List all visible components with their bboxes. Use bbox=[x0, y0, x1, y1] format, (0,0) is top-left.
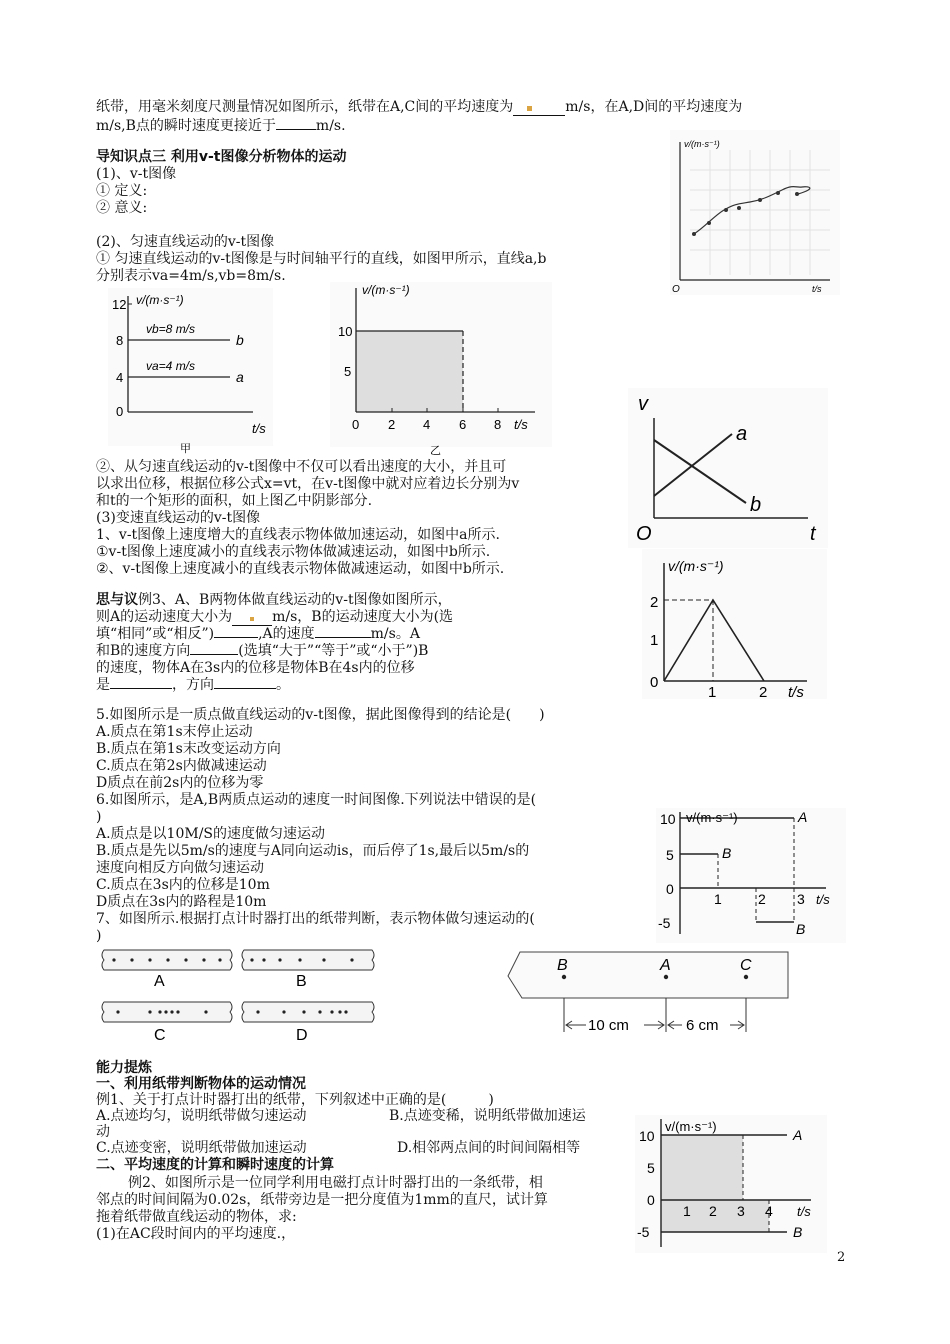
example-1-option-b: B.点迹变稀，说明纸带做加速运 bbox=[389, 1108, 586, 1124]
example-3-line-4: 和B的速度方向 (选填“大于”“等于”或“小于”)B bbox=[96, 643, 429, 659]
example-3-line-5: 的速度，物体A在3s内的位移是物体B在4s内的位移 bbox=[96, 660, 415, 676]
example-2-line-2: 邻点的时间间隔为0.02s，纸带旁边是一把分度值为1mm的直尺，试计算 bbox=[96, 1192, 548, 1208]
page-number: 2 bbox=[837, 1250, 846, 1265]
x-tick-4: 4 bbox=[423, 417, 431, 432]
distance-AC: 6 cm bbox=[686, 1017, 719, 1034]
question-6-option-a: A.质点是以10M/S的速度做匀速运动 bbox=[96, 826, 326, 842]
question-7-stem: 7、如图所示.根据打点计时器打出的纸带判断，表示物体做匀速运动的( bbox=[96, 911, 535, 927]
question-6-option-b: B.质点是先以5m/s的速度与A同向运动is，而后停了1s,最后以5m/s的 bbox=[96, 843, 530, 859]
para: ②、v-t图像上速度减小的直线表示物体做减速运动，如图中b所示. bbox=[96, 561, 505, 577]
example-2-line-1: 例2、如图所示是一位同学利用电磁打点计时器打出的一条纸带，相 bbox=[128, 1175, 543, 1191]
y-tick-minus-5: -5 bbox=[658, 915, 671, 931]
y-tick-0: 0 bbox=[116, 404, 124, 419]
curve-graph-figure bbox=[670, 130, 840, 295]
para: ① 定义: bbox=[96, 183, 148, 199]
x-tick-2: 2 bbox=[759, 684, 768, 701]
question-5-option-b: B.质点在第1s末改变运动方向 bbox=[96, 741, 281, 757]
y-tick-8: 8 bbox=[116, 333, 124, 348]
ability-title: 能力提炼 bbox=[96, 1060, 152, 1076]
para: ② 意义: bbox=[96, 200, 148, 216]
para: 分别表示va=4m/s,vb=8m/s. bbox=[96, 268, 286, 284]
x-tick-8: 8 bbox=[494, 417, 502, 432]
caption: 乙 bbox=[430, 445, 441, 457]
example-1-stem: 例1、关于打点计时器打出的纸带，下列叙述中正确的是( ) bbox=[96, 1092, 494, 1108]
line-B-name: B bbox=[722, 845, 732, 861]
ability-section-1: 一、利用纸带判断物体的运动情况 bbox=[96, 1076, 306, 1092]
caption: 甲 bbox=[180, 443, 191, 455]
y-axis-label: v/(m·s⁻¹) bbox=[668, 558, 724, 574]
intro-line-1: 纸带，用毫米刻度尺测量情况如图所示，纸带在A,C间的平均速度为 m/s，在A,D间的平均速度为 bbox=[96, 99, 743, 115]
y-axis-label: v/(m·s⁻¹) bbox=[684, 139, 720, 149]
line-a-label: va=4 m/s bbox=[146, 359, 196, 373]
figure-triangle bbox=[642, 549, 827, 699]
line-B-name-lower: B bbox=[796, 921, 806, 937]
shaded-area bbox=[356, 331, 463, 412]
figure-q6 bbox=[656, 808, 846, 943]
question-6-stem-end: ) bbox=[96, 809, 102, 825]
example-1-option-d: D.相邻两点间的时间间隔相等 bbox=[397, 1140, 581, 1156]
x-tick-2: 2 bbox=[709, 1203, 717, 1219]
ability-section-2: 二、平均速度的计算和瞬时速度的计算 bbox=[96, 1157, 334, 1173]
y-tick-10: 10 bbox=[639, 1128, 655, 1144]
line-A-name: A bbox=[793, 1127, 803, 1143]
y-axis-label: v/(m·s⁻¹) bbox=[665, 1119, 717, 1134]
y-tick-10: 10 bbox=[660, 811, 676, 827]
line-b-label: vb=8 m/s bbox=[146, 322, 196, 336]
svg-text:C: C bbox=[154, 1027, 166, 1044]
x-axis-label: t/s bbox=[816, 892, 830, 907]
point-A-label: A bbox=[660, 957, 671, 974]
example-3-line-1: 思与议例3、A、B两物体做直线运动的v-t图像如图所示， bbox=[96, 592, 452, 608]
point-B-label: B bbox=[557, 957, 568, 974]
example-1-option-c: C.点迹变密，说明纸带做加速运动 bbox=[96, 1140, 307, 1156]
para: 和t的一个矩形的面积，如上图乙中阴影部分. bbox=[96, 493, 373, 509]
y-tick-12: 12 bbox=[112, 297, 127, 312]
y-tick-minus-5: -5 bbox=[637, 1224, 650, 1240]
x-axis-label: t/s bbox=[252, 421, 266, 436]
y-axis-label: v/(m·s⁻¹) bbox=[136, 293, 184, 307]
question-5-stem: 5.如图所示是一质点做直线运动的v-t图像，据此图像得到的结论是( ) bbox=[96, 707, 545, 723]
y-axis-label: v/(m·s⁻¹) bbox=[686, 810, 738, 825]
example-2-line-3: 拖着纸带做直线运动的物体，求: bbox=[96, 1209, 297, 1225]
question-6-stem: 6.如图所示，是A,B两质点运动的速度一时间图像.下列说法中错误的是( bbox=[96, 792, 537, 808]
example-1-option-b-cont: 动 bbox=[96, 1124, 110, 1140]
line-a-name: a bbox=[236, 369, 244, 385]
blank bbox=[214, 637, 258, 638]
y-tick-5: 5 bbox=[666, 847, 674, 863]
para: ① 匀速直线运动的v-t图像是与时间轴平行的直线，如图甲所示，直线a,b bbox=[96, 251, 547, 267]
question-6-option-b-cont: 速度向相反方向做匀速运动 bbox=[96, 860, 264, 876]
y-tick-0: 0 bbox=[647, 1192, 655, 1208]
blank bbox=[232, 609, 272, 626]
figure-background bbox=[628, 388, 828, 548]
y-tick-10: 10 bbox=[338, 324, 353, 339]
figure-four-tapes bbox=[100, 946, 382, 1050]
para: 1、v-t图像上速度增大的直线表示物体做加速运动，如图中a所示. bbox=[96, 527, 500, 543]
x-axis-label: t/s bbox=[788, 684, 804, 701]
para: 以求出位移，根据位移公式x=vt，在v-t图像中就对应着边长分别为v bbox=[96, 476, 520, 492]
question-6-option-c: C.质点在3s内的位移是10m bbox=[96, 877, 270, 893]
origin-label: O bbox=[672, 284, 680, 295]
para: ①v-t图像上速度减小的直线表示物体做减速运动，如图中b所示. bbox=[96, 544, 491, 560]
figure-yi bbox=[330, 282, 552, 458]
y-tick-4: 4 bbox=[116, 370, 124, 385]
figure-tape-bac bbox=[500, 950, 790, 1040]
intro-line-2: m/s,B点的瞬时速度更接近于 m/s. bbox=[96, 118, 346, 134]
x-tick-3: 3 bbox=[737, 1203, 745, 1219]
distance-BA: 10 cm bbox=[588, 1017, 629, 1034]
para: ②、从匀速直线运动的v-t图像中不仅可以看出速度的大小，并且可 bbox=[96, 459, 507, 475]
x-axis-label: t/s bbox=[812, 284, 822, 294]
blank bbox=[513, 99, 565, 116]
y-axis-label: v/(m·s⁻¹) bbox=[362, 283, 410, 297]
x-tick-1: 1 bbox=[714, 891, 722, 907]
question-5-option-a: A.质点在第1s末停止运动 bbox=[96, 724, 253, 740]
line-B-name: B bbox=[793, 1224, 803, 1240]
y-tick-5: 5 bbox=[647, 1160, 655, 1176]
figure-last bbox=[635, 1115, 827, 1253]
question-7-stem-end: ) bbox=[96, 928, 102, 944]
y-tick-2: 2 bbox=[650, 594, 659, 611]
y-tick-5: 5 bbox=[344, 364, 352, 379]
y-axis-label: v bbox=[638, 393, 648, 415]
example-3-line-3: 填“相同”或“相反”) ,A的速度 m/s。A bbox=[96, 626, 420, 642]
para: (3)变速直线运动的v-t图像 bbox=[96, 510, 261, 526]
blank bbox=[190, 654, 238, 655]
line-a-name: a bbox=[736, 423, 748, 445]
blank bbox=[110, 688, 172, 689]
svg-text:A: A bbox=[154, 973, 165, 990]
example-1-option-a: A.点迹均匀，说明纸带做匀速运动 bbox=[96, 1108, 307, 1124]
x-axis-label: t bbox=[810, 523, 816, 545]
figure-background bbox=[670, 130, 840, 295]
figure-background bbox=[656, 808, 846, 943]
x-tick-6: 6 bbox=[459, 417, 467, 432]
y-tick-0: 0 bbox=[666, 881, 674, 897]
x-tick-2: 2 bbox=[388, 417, 396, 432]
example-3-line-6: 是 ，方向 。 bbox=[96, 677, 290, 693]
question-6-option-d: D质点在3s内的路程是10m bbox=[96, 894, 267, 910]
example-3-line-2: 则A的运动速度大小为 m/s，B的运动速度大小为(选 bbox=[96, 609, 454, 625]
x-tick-1: 1 bbox=[708, 684, 717, 701]
x-axis-label: t/s bbox=[514, 417, 528, 432]
svg-text:B: B bbox=[296, 973, 307, 990]
y-tick-1: 1 bbox=[650, 632, 659, 649]
blank bbox=[214, 688, 276, 689]
section-title: 导知识点三 利用v-t图像分析物体的运动 bbox=[96, 149, 347, 165]
point-C-label: C bbox=[740, 957, 752, 974]
origin-label: O bbox=[636, 523, 652, 545]
figure-jia bbox=[108, 288, 273, 456]
x-tick-4: 4 bbox=[765, 1203, 773, 1219]
blank bbox=[315, 637, 371, 638]
shaded-area-A bbox=[661, 1135, 743, 1200]
line-b-name: b bbox=[236, 332, 244, 348]
y-tick-0: 0 bbox=[650, 674, 659, 691]
question-5-option-c: C.质点在第2s内做减速运动 bbox=[96, 758, 267, 774]
x-tick-1: 1 bbox=[683, 1203, 691, 1219]
para: (2)、匀速直线运动的v-t图像 bbox=[96, 234, 275, 250]
question-5-option-d: D质点在前2s内的位移为零 bbox=[96, 775, 264, 791]
line-b-name: b bbox=[750, 494, 762, 516]
para: (1)、v-t图像 bbox=[96, 166, 177, 182]
x-axis-label: t/s bbox=[797, 1204, 811, 1219]
x-tick-3: 3 bbox=[797, 891, 805, 907]
x-tick-2: 2 bbox=[758, 891, 766, 907]
figure-crossing-lines bbox=[628, 388, 828, 548]
example-2-line-4: (1)在AC段时间内的平均速度.， bbox=[96, 1226, 296, 1242]
svg-text:D: D bbox=[296, 1027, 308, 1044]
x-tick-0: 0 bbox=[352, 417, 360, 432]
blank bbox=[276, 129, 316, 130]
line-A-name: A bbox=[798, 809, 808, 825]
